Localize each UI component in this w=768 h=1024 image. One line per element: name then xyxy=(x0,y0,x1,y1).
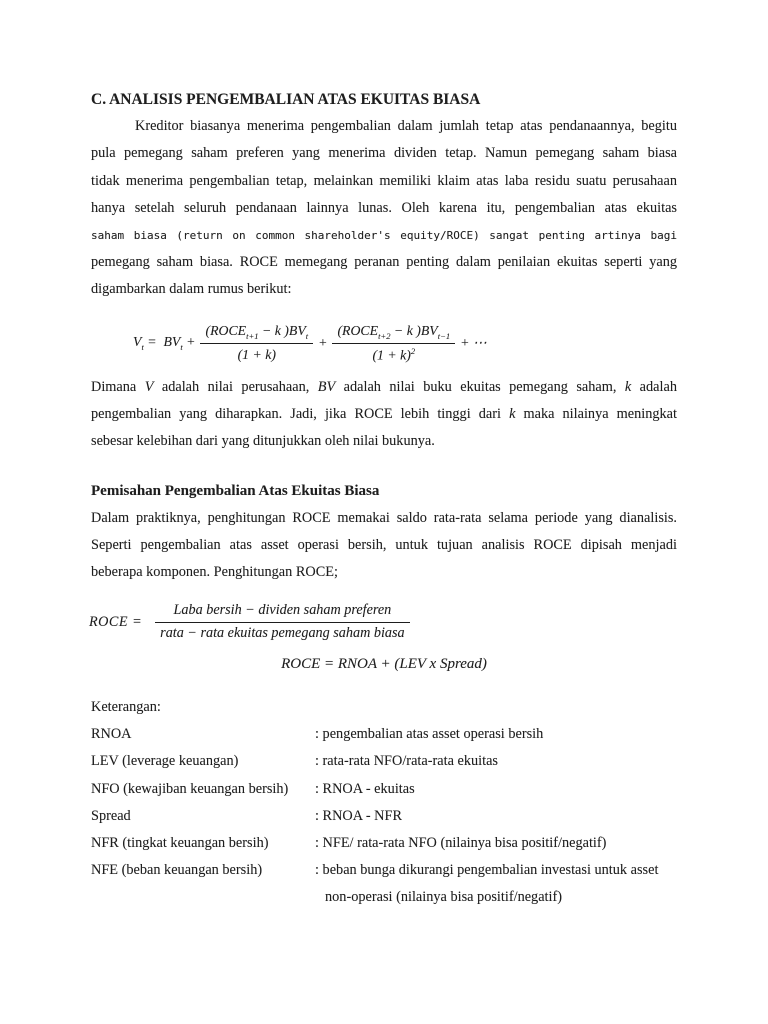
paragraph-definitions xyxy=(91,374,677,456)
roce-decomposition-formula: ROCE = RNOA + (LEV x Spread) xyxy=(281,655,487,672)
keterangan-section xyxy=(91,694,677,912)
body-line: pemegang saham biasa. ROCE memegang peranan penting dalam penilaian ekuitas seperti yang xyxy=(91,254,677,271)
body-line-typewriter: saham biasa (return on common shareholder's equity/ROCE) sangat penting artinya bagi xyxy=(91,229,677,243)
definition: : pengembalian atas asset operasi bersih xyxy=(315,726,544,743)
term: NFO (kewajiban keuangan bersih) xyxy=(91,780,289,797)
keterangan-row xyxy=(91,857,677,911)
keterangan-row xyxy=(91,830,677,857)
paragraph-intro xyxy=(91,113,677,303)
subsection-heading: Pemisahan Pengembalian Atas Ekuitas Biasa xyxy=(91,482,380,499)
body-line: tidak menerima pengembalian tetap, melainkan memiliki klaim atas laba residu suatu perusahaan xyxy=(91,172,677,189)
valuation-formula xyxy=(133,322,677,364)
fraction-numerator: Laba bersih − dividen saham preferen xyxy=(155,602,409,623)
body-line: digambarkan dalam rumus berikut: xyxy=(91,281,292,298)
fraction-numerator: ($ROCE_{t+1} - k$ )$BV_t$ xyxy=(200,322,313,344)
body-line: Dalam praktiknya, penghitungan ROCE memakai saldo rata-rata selama periode yang dianalisis. xyxy=(91,509,677,526)
roce-formula xyxy=(89,602,677,643)
plus-operator: + xyxy=(318,335,328,351)
body-line: Kreditor biasanya menerima pengembalian dalam jumlah tetap atas pendanaannya, begitu xyxy=(135,118,677,135)
formula-lhs: $V_t = BV_t$ + xyxy=(133,334,196,352)
definition: : rata-rata NFO/rata-rata ekuitas xyxy=(315,753,498,770)
definition: : beban bunga dikurangi pengembalian investasi untuk asset non-operasi (nilainya bisa positif/negatif) xyxy=(315,862,659,906)
keterangan-label: Keterangan: xyxy=(91,699,161,716)
page-content xyxy=(91,86,677,912)
definition: : NFE/ rata-rata NFO (nilainya bisa positif/negatif) xyxy=(315,835,607,852)
term: NFE (beban keuangan bersih) xyxy=(91,862,263,879)
fraction-denominator: $(1 + k)^2$ xyxy=(372,346,416,363)
body-line: beberapa komponen. Penghitungan ROCE; xyxy=(91,564,338,581)
paragraph-practice xyxy=(91,505,677,587)
formula-lhs: ROCE = xyxy=(89,613,143,630)
body-line: sebesar kelebihan dari yang ditunjukkan oleh nilai bukunya. xyxy=(91,433,435,450)
fraction-denominator: rata − rata ekuitas pemegang saham biasa xyxy=(160,625,405,642)
fraction-term2 xyxy=(332,322,455,364)
body-line: Dimana V adalah nilai perusahaan, BV adalah nilai buku ekuitas pemegang saham, k adalah xyxy=(91,378,677,395)
section-heading: C. ANALISIS PENGEMBALIAN ATAS EKUITAS BIASA xyxy=(91,91,481,108)
ellipsis-tail: + ⋯ xyxy=(460,335,487,351)
body-line: hanya setelah seluruh pendanaan lainnya lunas. Oleh karena itu, pengembalian atas ekuitas xyxy=(91,199,677,216)
keterangan-row xyxy=(91,721,677,748)
fraction xyxy=(155,602,409,643)
term: RNOA xyxy=(91,726,132,743)
body-line: pula pemegang saham preferen yang menerima dividen tetap. Namun pemegang saham biasa xyxy=(91,145,677,162)
body-line: Seperti pengembalian atas asset operasi bersih, untuk tujuan analisis ROCE dipisah menjadi xyxy=(91,536,677,553)
fraction-denominator: (1 + k) xyxy=(237,347,276,363)
definition: : RNOA - ekuitas xyxy=(315,780,415,797)
term: LEV (leverage keuangan) xyxy=(91,753,239,770)
fraction-term1 xyxy=(200,322,313,364)
keterangan-row xyxy=(91,803,677,830)
keterangan-row xyxy=(91,776,677,803)
fraction-numerator: ($ROCE_{t+2} - k$ )$BV_{t-1}$ xyxy=(332,322,455,344)
keterangan-row xyxy=(91,748,677,775)
body-line: pengembalian yang diharapkan. Jadi, jika ROCE lebih tinggi dari k maka nilainya meningkat xyxy=(91,406,677,423)
definition: : RNOA - NFR xyxy=(315,807,402,824)
term: Spread xyxy=(91,807,131,824)
term: NFR (tingkat keuangan bersih) xyxy=(91,835,269,852)
